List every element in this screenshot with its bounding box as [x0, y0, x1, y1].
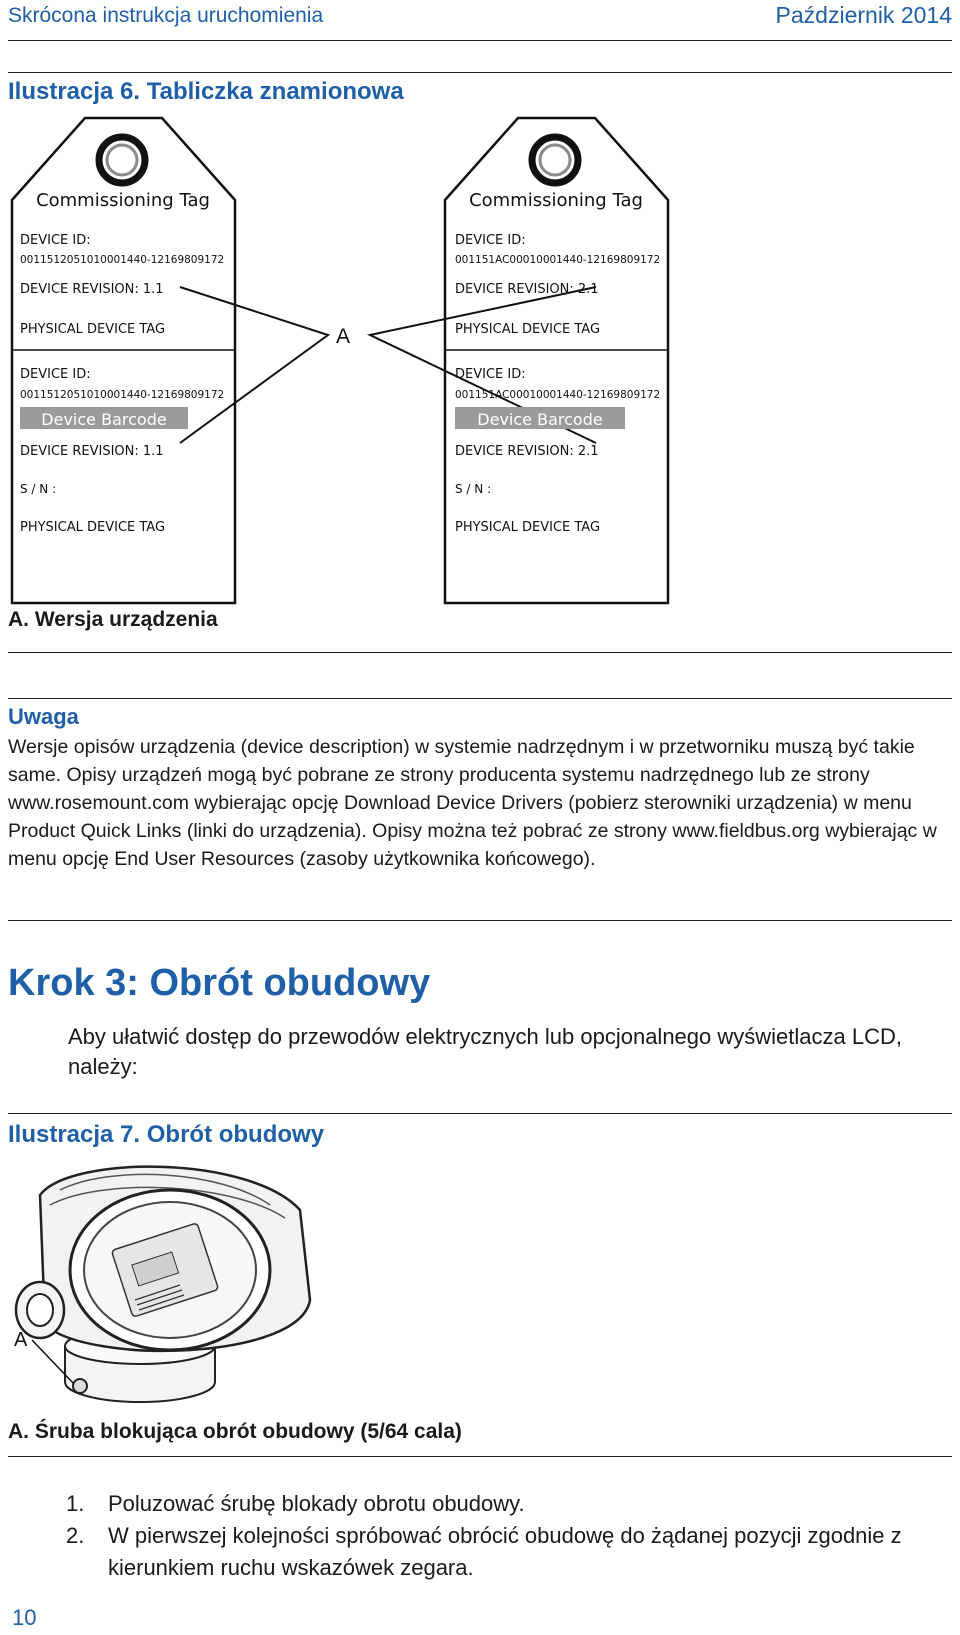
physical-device-tag: PHYSICAL DEVICE TAG	[20, 322, 166, 337]
serial-number: S / N :	[20, 482, 57, 496]
device-id-value-2: 001151AC00010001440-12169809172	[455, 389, 661, 401]
device-barcode: Device Barcode	[41, 410, 167, 429]
figure-7-title: Ilustracja 7. Obrót obudowy	[8, 1121, 325, 1148]
device-revision-2: DEVICE REVISION: 1.1	[20, 444, 164, 459]
page-number: 10	[12, 1605, 37, 1630]
device-revision: DEVICE REVISION: 1.1	[20, 282, 164, 297]
tag-heading: Commissioning Tag	[36, 190, 210, 211]
list-item	[66, 1520, 946, 1584]
device-revision: DEVICE REVISION: 2.1	[455, 282, 599, 297]
note-bottom-divider	[8, 920, 952, 921]
step-number: 2.	[66, 1523, 85, 1548]
figure-divider	[8, 72, 952, 73]
list-item	[66, 1488, 946, 1520]
lock-screw-icon	[73, 1379, 87, 1393]
step-3-intro: Aby ułatwić dostęp do przewodów elektrycznych lub opcjonalnego wyświetlacza LCD, należy:	[68, 1024, 902, 1079]
figure-6-title: Ilustracja 6. Tabliczka znamionowa	[8, 78, 404, 105]
callout-label-a: A	[14, 1329, 28, 1351]
step-3-heading: Krok 3: Obrót obudowy	[8, 962, 431, 1004]
nameplate-figure	[0, 110, 960, 610]
device-id-value: 0011512051010001440-12169809172	[20, 254, 225, 266]
device-barcode: Device Barcode	[477, 410, 603, 429]
step-text: Poluzować śrubę blokady obrotu obudowy.	[108, 1491, 525, 1516]
figure-7-caption: A. Śruba blokująca obrót obudowy (5/64 cala)	[8, 1420, 462, 1443]
figure-7-bottom-divider	[8, 1456, 952, 1457]
device-id-value-2: 0011512051010001440-12169809172	[20, 389, 225, 401]
device-id-label: DEVICE ID:	[20, 233, 91, 248]
note-body: Wersje opisów urządzenia (device description) w systemie nadrzędnym i w przetworniku muszą być takie same. Opisy urządzeń mogą być pobrane ze strony producenta systemu nadrzędnego lub ze strony www.rosemount.com wybierając opcję Download Device Drivers (pobierz sterowniki urządzenia) w menu Product Quick Links (linki do urządzenia). Opisy można też pobrać ze strony www.fieldbus.org wybierając w menu opcję End User Resources (zasoby użytkownika końcowego).	[8, 736, 937, 870]
header-document-title: Skrócona instrukcja uruchomienia	[8, 4, 324, 27]
figure-7-top-divider	[8, 1113, 952, 1114]
figure-6-bottom-divider	[8, 652, 952, 653]
housing-rotation-illustration	[0, 1150, 470, 1420]
header-date: Październik 2014	[775, 2, 952, 28]
device-id-label: DEVICE ID:	[455, 233, 526, 248]
note-title: Uwaga	[8, 704, 79, 729]
device-id-label-2: DEVICE ID:	[20, 367, 91, 382]
step-text: W pierwszej kolejności spróbować obrócić obudowę do żądanej pozycji zgodnie z kierunkiem ruchu wskazówek zegara.	[108, 1523, 902, 1580]
physical-device-tag-2: PHYSICAL DEVICE TAG	[455, 520, 601, 535]
serial-number: S / N :	[455, 482, 492, 496]
device-id-value: 001151AC00010001440-12169809172	[455, 254, 661, 266]
instruction-steps	[66, 1488, 946, 1584]
header-divider	[8, 40, 952, 41]
physical-device-tag-2: PHYSICAL DEVICE TAG	[20, 520, 166, 535]
tag-heading: Commissioning Tag	[469, 190, 643, 211]
physical-device-tag: PHYSICAL DEVICE TAG	[455, 322, 601, 337]
step-number: 1.	[66, 1491, 85, 1516]
figure-6-caption: A. Wersja urządzenia	[8, 608, 218, 631]
note-top-divider	[8, 698, 952, 699]
device-revision-2: DEVICE REVISION: 2.1	[455, 444, 599, 459]
device-id-label-2: DEVICE ID:	[455, 367, 526, 382]
callout-label-a: A	[336, 325, 351, 348]
